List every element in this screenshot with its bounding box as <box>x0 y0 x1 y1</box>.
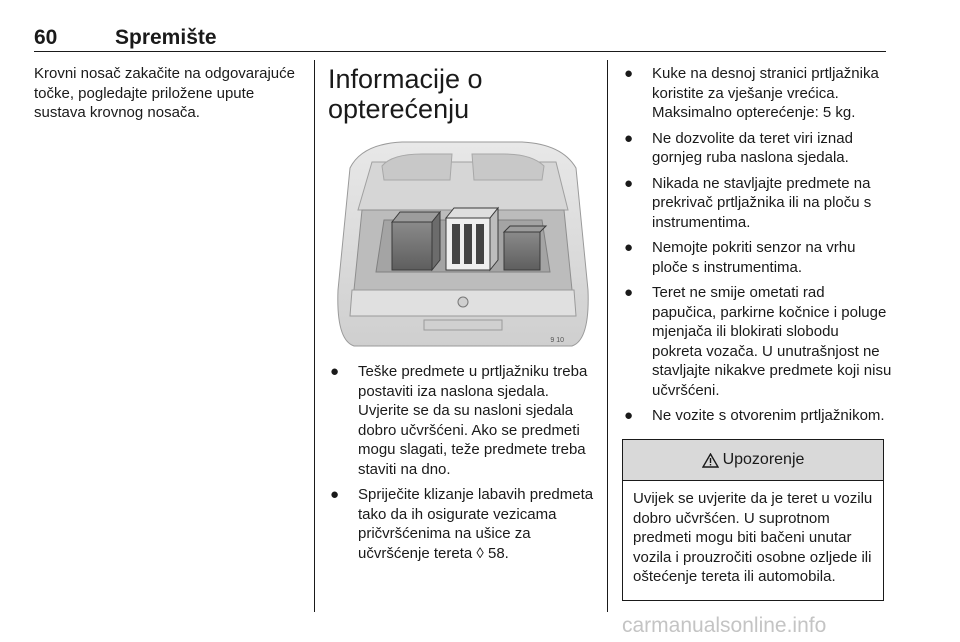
column-3 <box>622 64 892 432</box>
load-info-heading <box>328 64 596 124</box>
bullet-icon: ● <box>624 174 634 192</box>
heading-line-1: Informacije o <box>328 64 483 94</box>
bullet-icon: ● <box>624 284 634 301</box>
car-trunk-illustration <box>332 140 592 352</box>
bullet-text: Ne vozite s otvorenim prtljažnikom. <box>652 407 885 424</box>
list-item <box>622 238 892 277</box>
bullet-text: Ne dozvolite da teret viri iznad gornjeg ruba naslona sjedala. <box>652 129 853 166</box>
bullet-icon: ● <box>624 65 634 82</box>
list-item <box>622 174 892 233</box>
bullet-text: Teret ne smije ometati rad papučica, parkirne kočnice i poluge mjenjača ili blokirati slobodu pokreta vozača. U unutrašnjost ne stavljajte nikakve predmete koji nisu učvršćeni. <box>652 284 892 399</box>
warning-box <box>622 439 884 601</box>
bullet-text: Spriječite klizanje labavih predmeta tako da ih osigurate vezicama pričvršćenima na ušice za učvršćenje tereta <box>358 486 594 562</box>
column-1 <box>34 64 302 123</box>
header-rule <box>34 51 886 52</box>
watermark: carmanualsonline.info <box>622 614 827 637</box>
list-item <box>622 283 892 400</box>
bullet-icon: ● <box>624 407 634 424</box>
warning-triangle-icon <box>702 453 719 468</box>
bullet-text: Kuke na desnoj stranici prtljažnika koristite za vješanje vrećica. Maksimalno opterećenje: 5 kg. <box>652 65 879 121</box>
heading-line-2: opterećenju <box>328 94 470 124</box>
bullet-icon: ● <box>330 486 340 503</box>
list-item <box>328 362 596 479</box>
bullet-icon: ● <box>330 363 340 380</box>
image-label: 9 10 <box>550 337 564 344</box>
load-bullets-col2 <box>328 362 596 569</box>
bullet-text: Nemojte pokriti senzor na vrhu ploče s instrumentima. <box>652 239 856 276</box>
warning-title: Upozorenje <box>722 451 805 468</box>
column-divider-1 <box>314 60 315 612</box>
list-item <box>622 64 892 123</box>
roof-rack-text: Krovni nosač zakačite na odgovarajuće točke, pogledajte priložene upute sustava krovnog nosača. <box>34 65 295 121</box>
bullet-text: Nikada ne stavljajte predmete na prekrivač prtljažnika ili na ploču s instrumentima. <box>652 174 872 231</box>
page-ref-icon: ◊ <box>476 544 484 562</box>
page-ref: 58. <box>488 544 509 562</box>
bullet-icon: ● <box>624 129 634 147</box>
load-bullets-col3 <box>622 64 892 426</box>
list-item <box>622 129 892 168</box>
bullet-text: Teške predmete u prtljažniku treba postaviti iza naslona sjedala. Uvjerite se da su nasloni sjedala dobro učvršćeni. Ako se predmeti mogu slagati, teže predmete treba staviti na dno. <box>358 363 588 478</box>
warning-text: Uvijek se uvjerite da je teret u vozilu dobro učvršćen. U suprotnom predmeti mogu biti bačeni unutar vozila i prouzročiti osobne ozljede ili oštećenje tereta ili automobila. <box>633 490 873 585</box>
column-divider-2 <box>607 60 608 612</box>
bullet-icon: ● <box>624 239 634 256</box>
list-item <box>622 406 892 426</box>
warning-header <box>623 440 883 481</box>
section-title: Spremište <box>115 26 217 49</box>
page-number: 60 <box>34 26 58 49</box>
list-item <box>328 485 596 563</box>
